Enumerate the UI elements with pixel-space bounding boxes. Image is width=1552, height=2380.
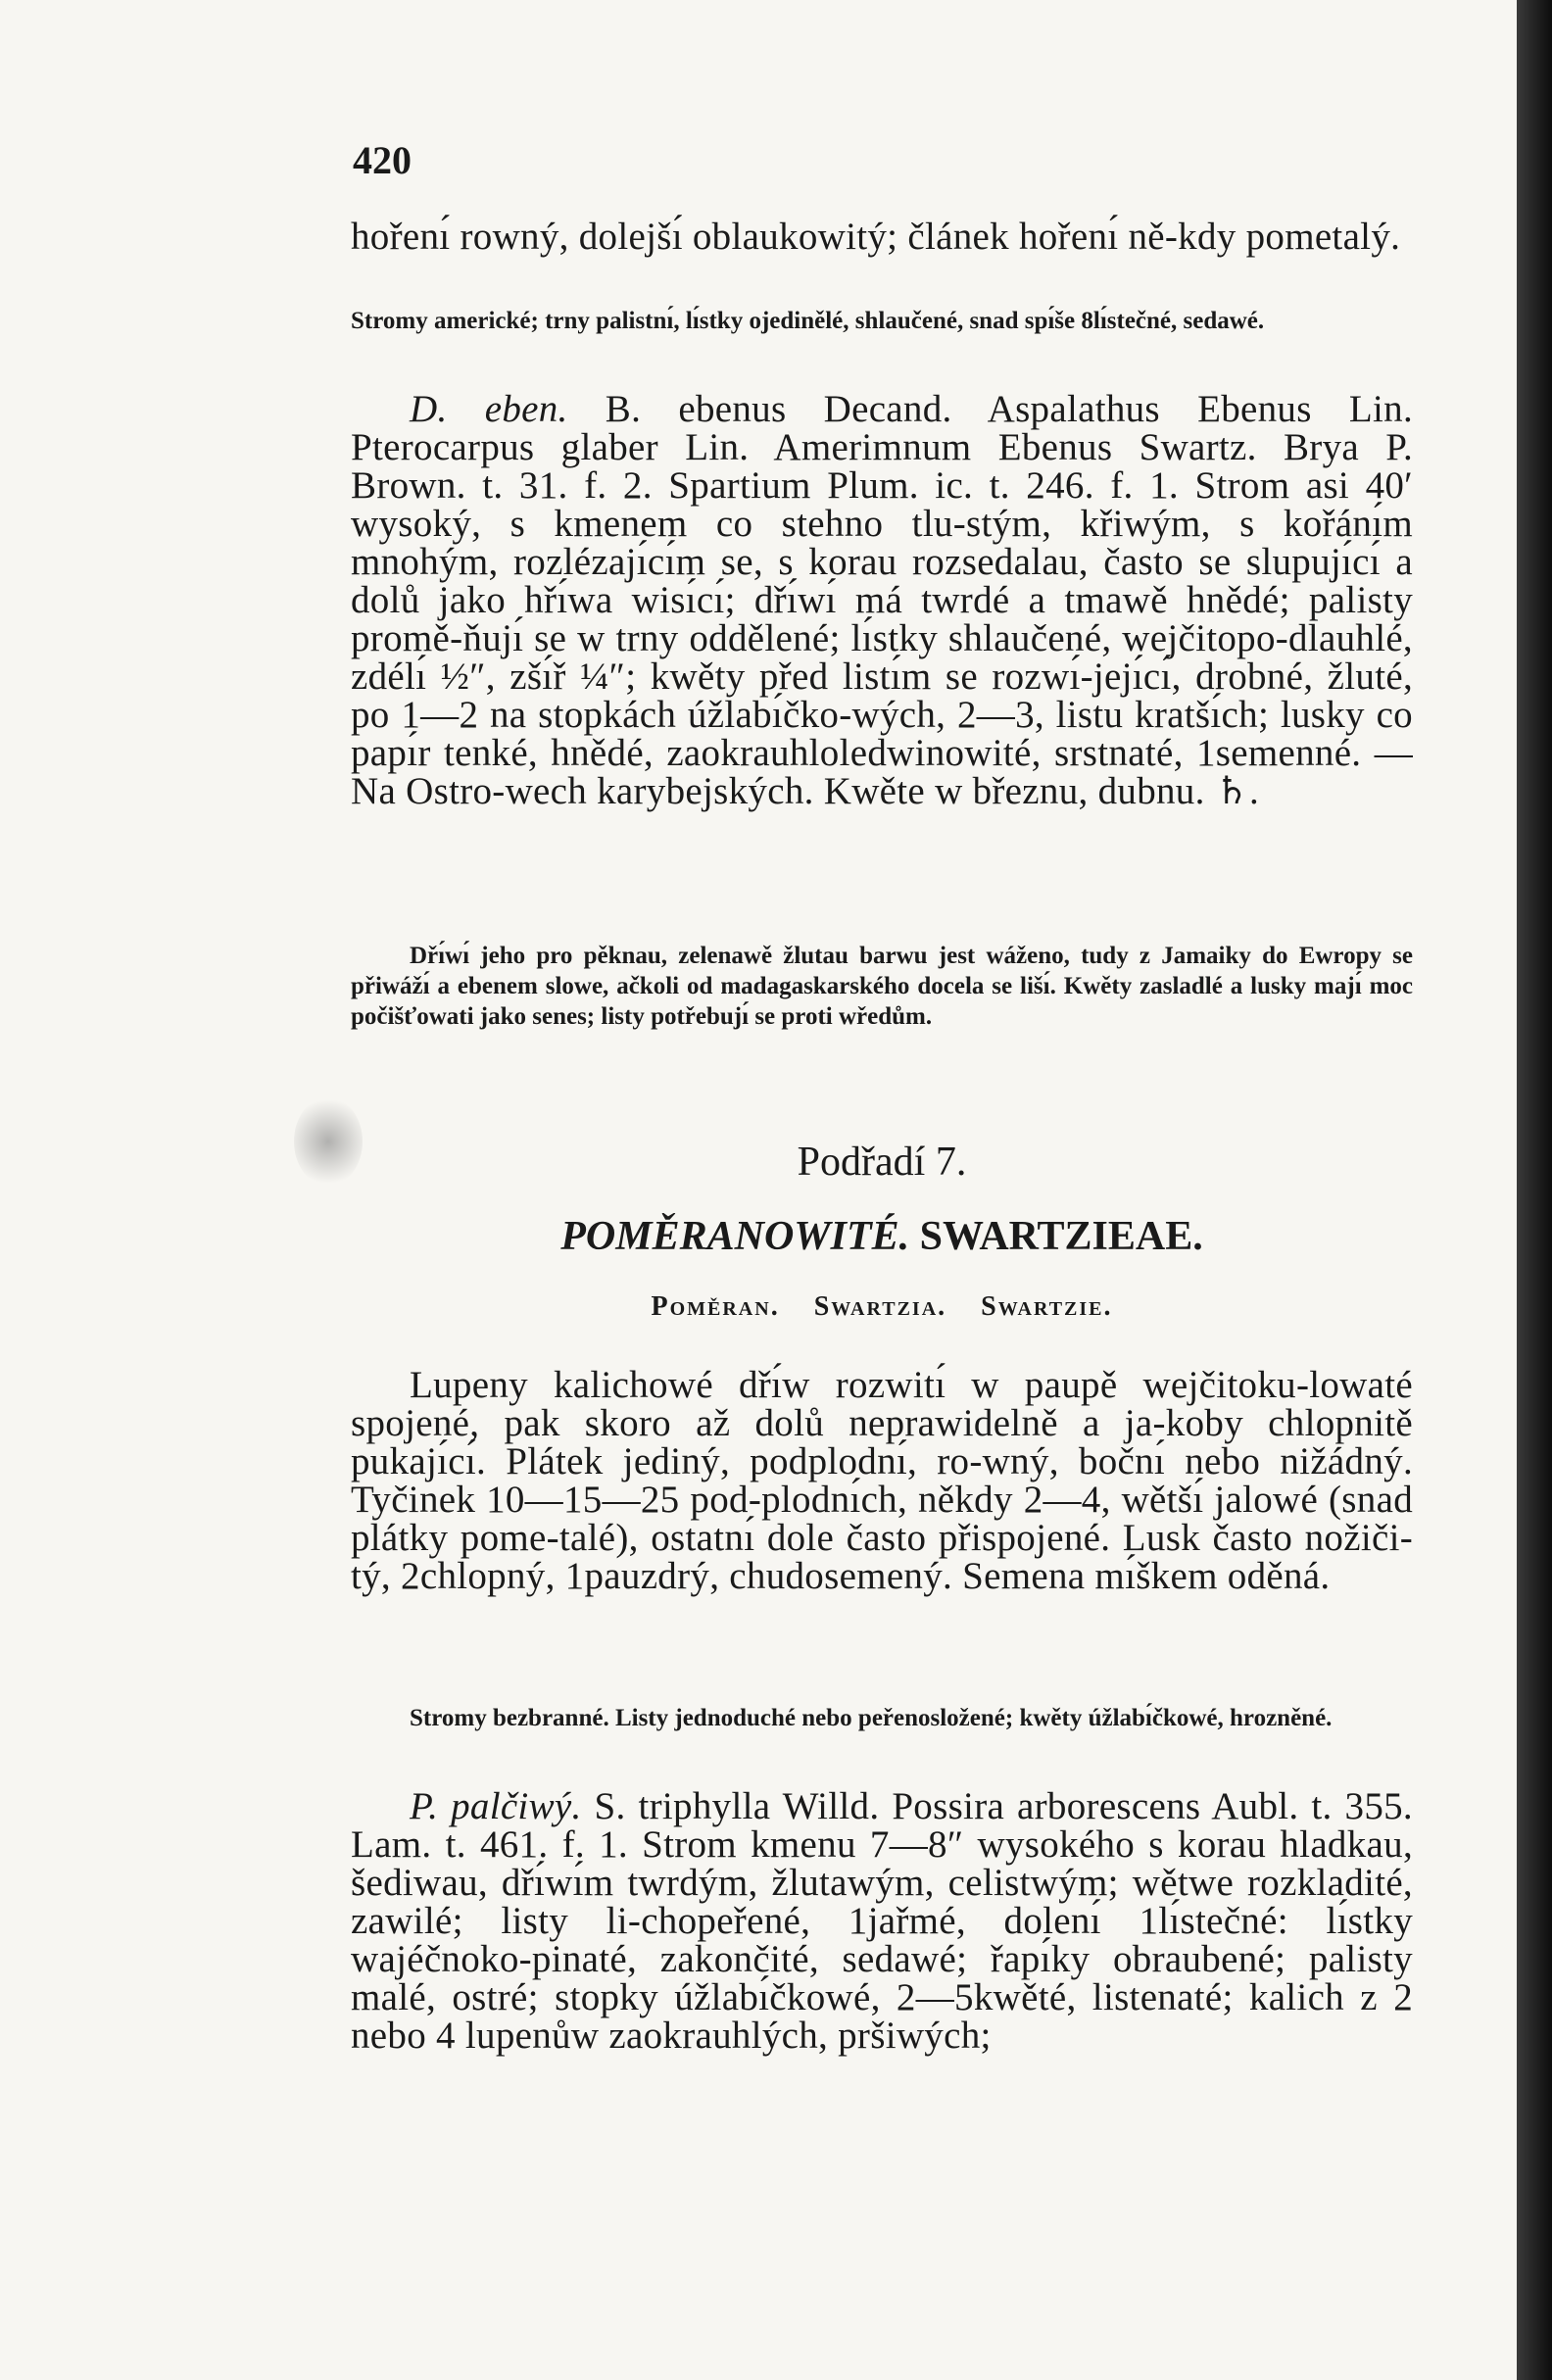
genus-name-latin: Swartzia. bbox=[813, 1291, 947, 1322]
page-edge-shadow bbox=[1517, 0, 1552, 2380]
genus-note-1: Stromy americké; trny palistnı́, lı́stky ojedinělé, shlaučené, snad spı́še 8lı́stečné, sedawé. bbox=[351, 308, 1265, 334]
species-eben-note: Dřı́wı́ jeho pro pěknau, zelenawě žlutau barwu jest wáženo, tudy z Jamaiky do Ewropy se přiwážı́ a ebenem slowe, ačkoli od madagaskarského docela se lišı́. Kwěty zasladlé a lusky majı́ moc počišťowati jako senes; listy potřebujı́ se proti wředům. bbox=[351, 943, 1413, 1030]
species-palciwy-entry bbox=[351, 1787, 1413, 2055]
species-name: P. palčiwý. bbox=[410, 1785, 582, 1827]
genus-name-czech: Poměran. bbox=[651, 1291, 780, 1322]
intro-paragraph: hořenı́ rowný, dolejšı́ oblaukowitý; článek hořenı́ ně-kdy pometalý. bbox=[351, 216, 1401, 258]
subfamily-heading: Podřadí 7. bbox=[797, 1140, 967, 1185]
subfamily-title-latin: SWARTZIEAE. bbox=[919, 1214, 1203, 1259]
species-description: S. triphylla Willd. Possira arborescens Aubl. t. 355. Lam. t. 461. f. 1. Strom kmenu 7—8″ wysokého s korau hladkau, šediwau, dřı́wı́m twrdým, žlutawým, celistwým; wětwe rozkladité, zawilé; listy li-chopeřené, 1jařmé, dolenı́ 1lı́stečné: lı́stky wajéčnoko-pinaté, zakončité, sedawé; řapı́ky obraubené; palisty malé, ostré; stopky úžlabı́čkowé, 2—5kwěté, listenaté; kalich z 2 nebo 4 lupenůw zaokrauhlých, pršiwých; bbox=[351, 1785, 1413, 2057]
page-number: 420 bbox=[353, 138, 412, 182]
species-name: D. eben. bbox=[410, 388, 568, 430]
genus-names bbox=[351, 1291, 1413, 1323]
genus-note-2: Stromy bezbranné. Listy jednoduché nebo peřenosložené; kwěty úžlabı́čkowé, hrozněné. bbox=[410, 1705, 1333, 1731]
species-eben-entry bbox=[351, 390, 1413, 810]
genus-description: Lupeny kalichowé dřı́w rozwitı́ w paupě wejčitoku-lowaté spojené, pak skoro až dolů neprawidelně a ja-koby chlopnitě pukajı́cı́. Plátek jediný, podplodnı́, ro-wný, bočnı́ nebo nižádný. Tyčinek 10—15—25 pod-plodnı́ch, někdy 2—4, wětšı́ jalowé (snad plátky pome-talé), ostatnı́ dole často přispojené. Lusk často nožiči-tý, 2chlopný, 1pauzdrý, chudosemený. Semena mı́škem oděná. bbox=[351, 1364, 1413, 1597]
subfamily-title bbox=[351, 1213, 1413, 1260]
subfamily-title-czech: POMĚRANOWITÉ. bbox=[560, 1214, 910, 1259]
continued-paragraph bbox=[351, 218, 1413, 256]
species-description: B. ebenus Decand. Aspalathus Ebenus Lin. Pterocarpus glaber Lin. Amerimnum Ebenus Swartz. Brya P. Brown. t. 31. f. 2. Spartium Plum. ic. t. 246. f. 1. Strom asi 40′ wysoký, s kmenem co stehno tlu-stým, křiwým, s kořánı́m mnohým, rozlézajı́cı́m se, s korau rozsedalau, často se slupujı́cı́ a dolů jako hřı́wa wisı́cı́; dřı́wı́ má twrdé a tmawě hnědé; palisty promě-ňujı́ se w trny oddělené; lı́stky shlaučené, wejčitopo-dlauhlé, zdélı́ ½″, zšı́ř ¼″; kwěty před listı́m se rozwı́-jejı́cı́, drobné, žluté, po 1—2 na stopkách úžlabı́čko-wých, 2—3, listu kratšı́ch; lusky co papı́r tenké, hnědé, zaokrauhloledwinowité, srstnaté, 1semenné. — Na Ostro-wech karybejských. Kwěte w březnu, dubnu. ♄. bbox=[351, 388, 1414, 812]
genus-name-czech-alt: Swartzie. bbox=[981, 1291, 1113, 1322]
